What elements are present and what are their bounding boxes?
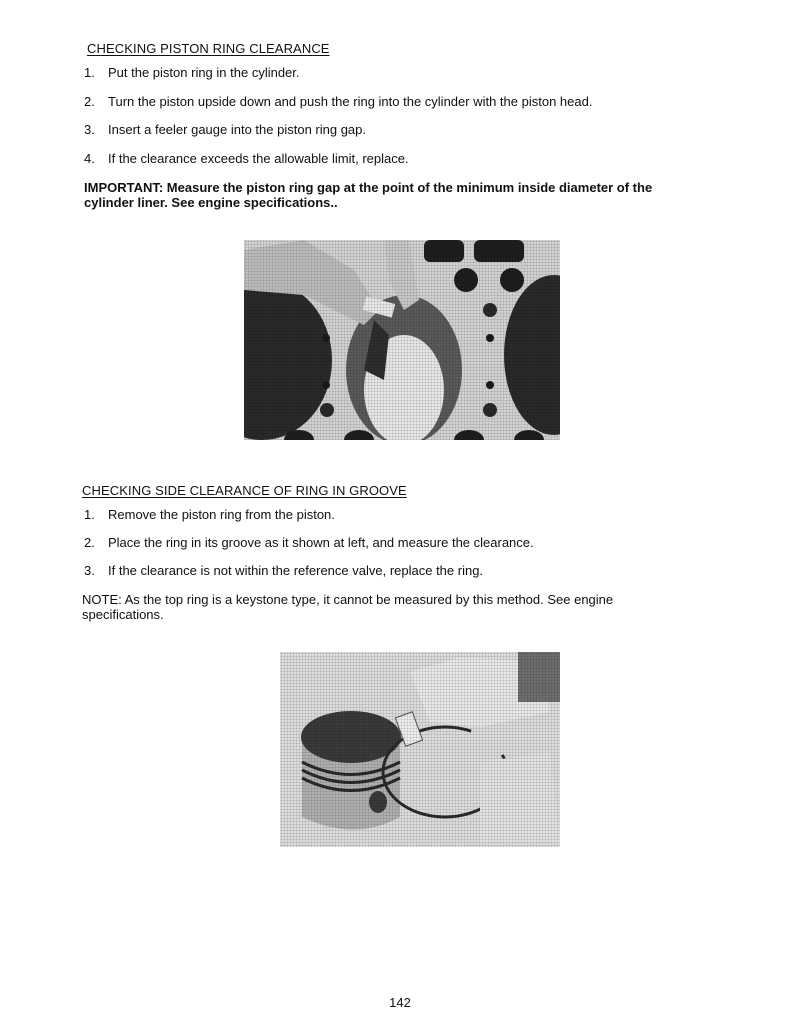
figure-piston-ring-groove bbox=[280, 652, 560, 847]
step-text: Turn the piston upside down and push the ring into the cylinder with the piston head. bbox=[108, 94, 593, 109]
step-text: If the clearance exceeds the allowable limit, replace. bbox=[108, 151, 409, 166]
step-number: 2. bbox=[84, 94, 95, 109]
step-4 bbox=[84, 151, 409, 166]
step-number: 3. bbox=[84, 122, 95, 137]
page-number: 142 bbox=[389, 995, 411, 1010]
important-note: IMPORTANT: Measure the piston ring gap at the point of the minimum inside diameter of the cylinder liner. See engine specifications.. bbox=[84, 180, 653, 210]
section-title-side-clearance: CHECKING SIDE CLEARANCE OF RING IN GROOVE bbox=[82, 483, 407, 498]
step-number: 3. bbox=[84, 563, 95, 578]
step-number: 4. bbox=[84, 151, 95, 166]
section-title-piston-ring-clearance: CHECKING PISTON RING CLEARANCE bbox=[87, 41, 330, 56]
step-3 bbox=[84, 122, 366, 137]
step-text: Place the ring in its groove as it shown at left, and measure the clearance. bbox=[108, 535, 534, 550]
note-keystone: NOTE: As the top ring is a keystone type, it cannot be measured by this method. See engine specifications. bbox=[82, 592, 614, 622]
step-text: Remove the piston ring from the piston. bbox=[108, 507, 335, 522]
step-number: 1. bbox=[84, 65, 95, 80]
step-number: 1. bbox=[84, 507, 95, 522]
step-number: 2. bbox=[84, 535, 95, 550]
step-2 bbox=[84, 535, 534, 550]
step-text: Insert a feeler gauge into the piston ring gap. bbox=[108, 122, 367, 137]
step-1 bbox=[84, 507, 335, 522]
step-1 bbox=[84, 65, 300, 80]
figure-cylinder-ring-gap bbox=[244, 240, 560, 440]
step-text: If the clearance is not within the reference valve, replace the ring. bbox=[108, 563, 484, 578]
step-text: Put the piston ring in the cylinder. bbox=[108, 65, 300, 80]
step-2 bbox=[84, 94, 592, 109]
step-3 bbox=[84, 563, 483, 578]
